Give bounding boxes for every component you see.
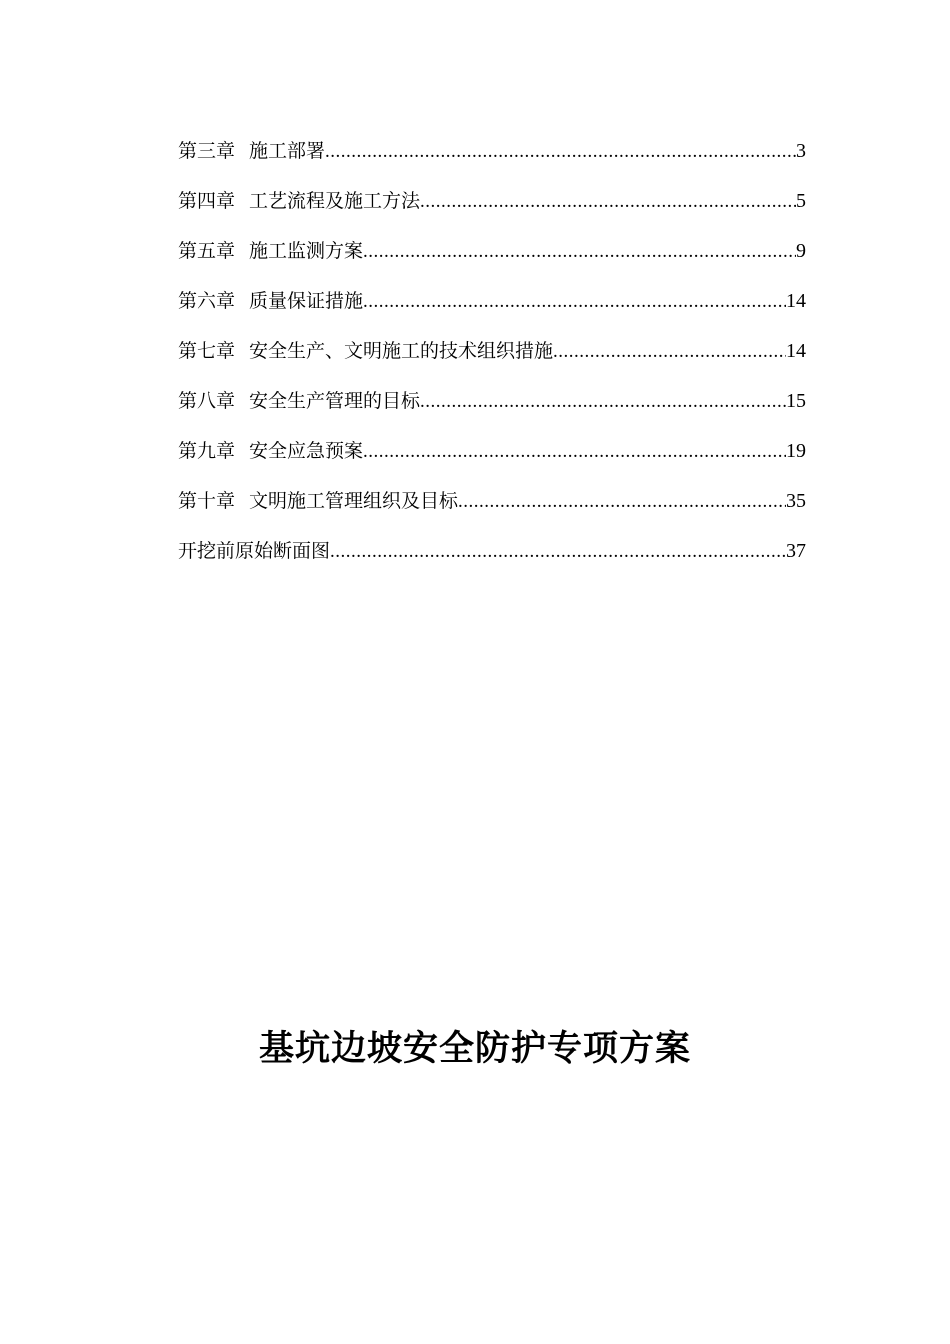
toc-entry-title: 工艺流程及施工方法	[249, 190, 421, 212]
toc-entry[interactable]	[178, 231, 806, 281]
toc-chapter-number: 第十章	[178, 490, 236, 512]
toc-chapter-number: 第七章	[178, 340, 236, 362]
toc-entry[interactable]	[178, 531, 806, 581]
toc-page-number: 35	[786, 490, 806, 512]
toc-entry-title: 施工部署	[249, 140, 326, 162]
toc-dot-leader	[363, 432, 786, 472]
toc-dot-leader	[420, 382, 786, 422]
toc-dot-leader	[553, 332, 786, 372]
toc-page-number: 19	[786, 440, 806, 462]
toc-dot-leader	[420, 182, 796, 222]
toc-page-number: 3	[796, 140, 806, 162]
toc-entry[interactable]	[178, 331, 806, 381]
toc-dot-leader	[330, 532, 786, 572]
toc-entry-title: 施工监测方案	[249, 240, 364, 262]
toc-dot-leader	[363, 232, 796, 272]
toc-page-number: 37	[786, 540, 806, 562]
toc-page-number: 14	[786, 290, 806, 312]
toc-entry[interactable]	[178, 381, 806, 431]
toc-entry[interactable]	[178, 181, 806, 231]
document-title: 基坑边坡安全防护专项方案	[258, 1029, 691, 1069]
toc-entry[interactable]	[178, 281, 806, 331]
toc-chapter-number: 第六章	[178, 290, 236, 312]
toc-entry-title: 质量保证措施	[249, 290, 364, 312]
toc-dot-leader	[363, 282, 786, 322]
toc-dot-leader	[325, 132, 796, 172]
toc-chapter-number: 第九章	[178, 440, 236, 462]
toc-chapter-number: 第三章	[178, 140, 236, 162]
toc-chapter-number: 第五章	[178, 240, 236, 262]
toc-entry[interactable]	[178, 481, 806, 531]
toc-entry[interactable]	[178, 431, 806, 481]
toc-entry[interactable]	[178, 131, 806, 181]
toc-page-number: 5	[796, 190, 806, 212]
table-of-contents	[178, 131, 806, 581]
toc-page-number: 15	[786, 390, 806, 412]
toc-chapter-number: 第八章	[178, 390, 236, 412]
toc-dot-leader	[458, 482, 786, 522]
toc-entry-title: 开挖前原始断面图	[178, 540, 331, 562]
toc-entry-title: 安全生产管理的目标	[249, 390, 421, 412]
toc-entry-title: 文明施工管理组织及目标	[249, 490, 459, 512]
toc-page-number: 9	[796, 240, 806, 262]
toc-entry-title: 安全应急预案	[249, 440, 364, 462]
toc-page-number: 14	[786, 340, 806, 362]
toc-chapter-number: 第四章	[178, 190, 236, 212]
toc-entry-title: 安全生产、文明施工的技术组织措施	[249, 340, 554, 362]
